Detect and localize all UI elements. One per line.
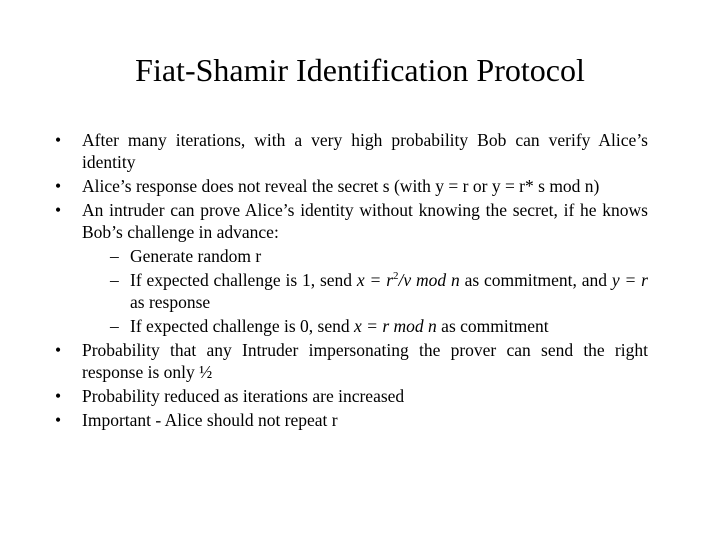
bullet-item xyxy=(55,199,648,243)
sub-bullet-text xyxy=(130,270,648,312)
bullet-marker: • xyxy=(55,410,62,430)
bullet-text: Alice’s response does not reveal the secret s (with y = r or y = r* s mod n) xyxy=(82,176,600,196)
math-commitment: x = r xyxy=(356,270,394,290)
bullet-item xyxy=(55,409,648,431)
bullet-marker: • xyxy=(55,176,62,196)
bullet-marker: • xyxy=(55,340,62,360)
sub-bullet-text xyxy=(130,316,549,336)
slide-title: Fiat-Shamir Identification Protocol xyxy=(135,52,585,88)
text-run: as commitment, and xyxy=(459,270,612,290)
text-run: as commitment xyxy=(436,316,549,336)
bullet-list xyxy=(55,129,648,433)
bullet-text: Probability that any Intruder impersonating the prover can send the right response is only ½ xyxy=(82,340,648,382)
bullet-text: An intruder can prove Alice’s identity without knowing the secret, if he knows Bob’s challenge in advance: xyxy=(82,200,648,242)
bullet-marker: • xyxy=(55,200,62,220)
dash-marker: – xyxy=(110,270,119,290)
bullet-item xyxy=(55,385,648,407)
bullet-text: Important - Alice should not repeat r xyxy=(82,410,338,430)
sub-bullet-item xyxy=(55,245,648,267)
text-run: If expected challenge is 0, send xyxy=(130,316,355,336)
dash-marker: – xyxy=(110,246,119,266)
sub-bullet-item xyxy=(55,269,648,313)
math-response: y = r xyxy=(611,270,648,290)
bullet-text: Probability reduced as iterations are increased xyxy=(82,386,405,406)
sub-bullet-item xyxy=(55,315,648,337)
bullet-text: After many iterations, with a very high probability Bob can verify Alice’s identity xyxy=(82,130,648,172)
bullet-item xyxy=(55,339,648,383)
text-run: If expected challenge is 1, send xyxy=(130,270,357,290)
text-run: as response xyxy=(130,292,211,312)
math-commitment: x = r mod n xyxy=(354,316,437,336)
bullet-marker: • xyxy=(55,386,62,406)
bullet-item xyxy=(55,129,648,173)
math-commitment-rest: /v mod n xyxy=(398,270,460,290)
bullet-item xyxy=(55,175,648,197)
dash-marker: – xyxy=(110,316,119,336)
bullet-marker: • xyxy=(55,130,62,150)
sub-bullet-text: Generate random r xyxy=(130,246,262,266)
superscript-2: 2 xyxy=(393,270,399,283)
